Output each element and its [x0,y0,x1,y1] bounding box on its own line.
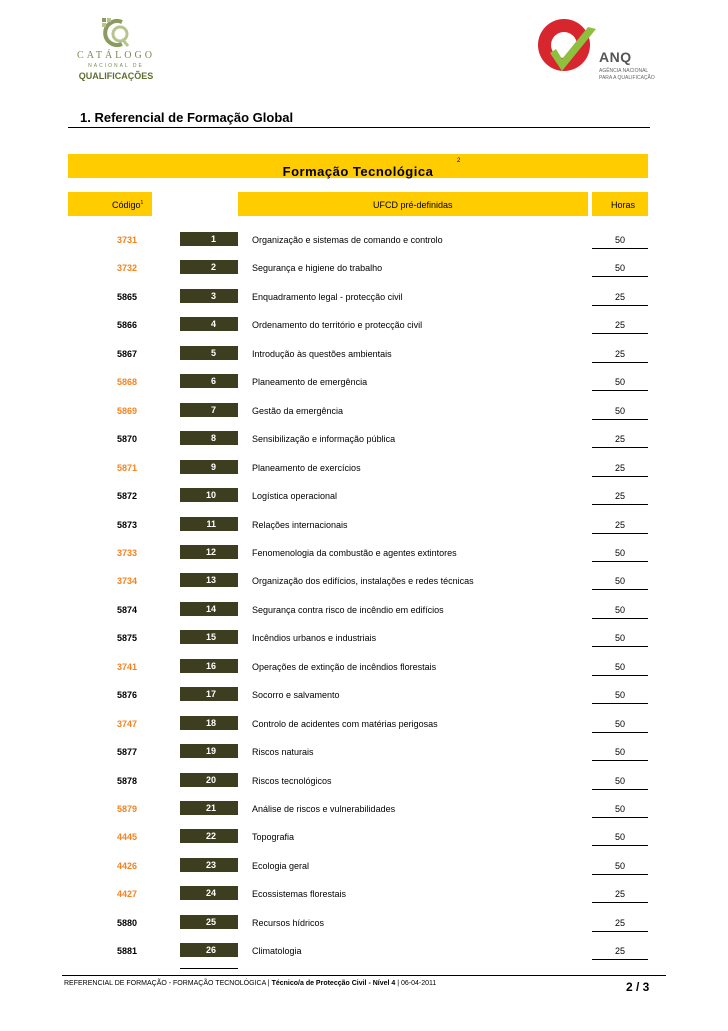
footer-date: | 06-04-2011 [395,980,437,987]
table-row [0,799,728,827]
table-row [0,600,728,628]
hours-underline [592,959,648,960]
ufcd-number: 22 [180,829,238,843]
ufcd-description: Enquadramento legal - protecção civil [252,291,403,302]
hours-underline [592,618,648,619]
ufcd-hours: 50 [614,690,625,701]
hours-underline [592,561,648,562]
table-row [0,372,728,400]
ufcd-code: 5866 [117,320,138,331]
ufcd-code: 5878 [117,775,138,786]
table-row [0,515,728,543]
ufcd-hours: 50 [614,405,625,416]
ufcd-hours: 50 [614,661,625,672]
ufcd-number: 25 [180,915,238,929]
hours-underline [592,419,648,420]
header-ufcd: UFCD pré-definidas [373,200,453,210]
ufcd-hours: 50 [614,633,625,644]
ufcd-description: Introdução às questões ambientais [252,348,392,359]
table-row [0,429,728,457]
ufcd-description: Recursos hídricos [252,917,325,928]
ufcd-code: 5871 [117,462,138,473]
anq-logo-icon [536,15,600,87]
ufcd-description: Ordenamento do território e protecção civil [252,320,423,331]
ufcd-number: 17 [180,687,238,701]
ufcd-number: 15 [180,630,238,644]
hours-underline [592,362,648,363]
table-row [0,258,728,286]
anq-logo [536,15,676,87]
ufcd-description: Organização e sistemas de comando e controlo [252,235,443,245]
ufcd-hours: 50 [614,860,625,871]
table-row [0,344,728,372]
ufcd-code: 4426 [117,860,138,871]
hours-underline [592,476,648,477]
ufcd-number: 20 [180,773,238,787]
ufcd-code: 5872 [117,491,138,502]
table-row [0,771,728,799]
ufcd-code: 5870 [117,434,138,445]
ufcd-hours: 50 [614,718,625,729]
table-row [0,941,728,969]
logo-text-catalogo: CATÁLOGO [77,50,155,61]
ufcd-code: 3731 [117,235,138,245]
ufcd-description: Logística operacional [252,491,338,502]
ufcd-description: Socorro e salvamento [252,690,340,701]
ufcd-number: 8 [180,431,238,445]
hours-underline [592,504,648,505]
ufcd-number: 1 [180,232,238,246]
hours-underline [592,589,648,590]
ufcd-hours: 50 [614,804,625,814]
table-row [0,486,728,514]
cq-logo-icon [96,16,136,52]
logo-text-qualificacoes: QUALIFICAÇÕES [78,71,154,81]
ufcd-code: 5876 [117,690,138,701]
ufcd-number: 11 [180,517,238,531]
header-ufcd-cell [238,192,588,216]
hours-underline [592,533,648,534]
ufcd-description: Controlo de acidentes com matérias perigosas [252,718,438,729]
anq-brand: ANQ [599,49,632,65]
ufcd-description: Climatologia [252,946,302,957]
page-number: 2 / 3 [626,980,650,994]
table-row [0,742,728,770]
anq-subtitle-1: AGÊNCIA NACIONAL [599,68,649,74]
hours-underline [592,760,648,761]
ufcd-description: Segurança contra risco de incêndio em edifícios [252,604,444,615]
ufcd-hours: 50 [614,263,625,274]
ufcd-description: Sensibilização e informação pública [252,434,396,445]
ufcd-number: 7 [180,403,238,417]
table-row [0,287,728,315]
logo-text-nacional: NACIONAL DE [88,63,144,69]
ufcd-description: Organização dos edifícios, instalações e redes técnicas [252,576,474,587]
ufcd-hours: 50 [614,604,625,615]
table-row [0,571,728,599]
ufcd-hours: 25 [614,917,625,928]
ufcd-description: Gestão da emergência [252,405,344,416]
footer-rule [62,975,666,976]
catalogo-logo [76,16,156,84]
ufcd-number: 26 [180,943,238,957]
ufcd-description: Ecologia geral [252,860,310,871]
ufcd-hours: 25 [614,348,625,359]
ufcd-code: 5868 [117,377,138,388]
ufcd-code: 3733 [117,547,138,558]
formacao-band [68,154,648,178]
ufcd-number: 23 [180,858,238,872]
ufcd-code: 5874 [117,604,138,615]
ufcd-hours: 50 [614,832,625,843]
hours-underline [592,276,648,277]
ufcd-hours: 25 [614,291,625,302]
ufcd-hours: 50 [614,576,625,587]
ufcd-code: 5865 [117,291,138,302]
ufcd-number: 16 [180,659,238,673]
hours-underline [592,447,648,448]
band-footnote-mark: 2 [457,158,461,164]
table-row [0,856,728,884]
ufcd-hours: 25 [614,946,625,957]
header-code-note: 1 [140,200,144,206]
ufcd-code: 3747 [117,718,138,729]
table-end-rule [180,968,238,969]
ufcd-number: 2 [180,260,238,274]
table-row [0,628,728,656]
hours-underline [592,845,648,846]
ufcd-number: 13 [180,573,238,587]
header-hours: Horas [611,200,636,210]
ufcd-code: 5881 [117,946,138,957]
ufcd-code: 5869 [117,405,138,416]
hours-underline [592,305,648,306]
footer-text [64,980,436,987]
ufcd-hours: 50 [614,235,625,245]
ufcd-hours: 25 [614,434,625,445]
ufcd-description: Riscos naturais [252,747,314,758]
footer-qualification: Técnico/a de Protecção Civil - Nível 4 [271,980,396,987]
ufcd-code: 5873 [117,519,138,530]
ufcd-number: 19 [180,744,238,758]
ufcd-code: 5877 [117,747,138,758]
anq-subtitle-2: PARA A QUALIFICAÇÃO [599,75,655,81]
table-row [0,401,728,429]
table-row [0,657,728,685]
ufcd-code: 5867 [117,348,138,359]
ufcd-description: Topografia [252,832,295,843]
hours-underline [592,874,648,875]
ufcd-hours: 25 [614,462,625,473]
header-code-cell [68,192,152,216]
hours-underline [592,675,648,676]
ufcd-description: Planeamento de exercícios [252,462,361,473]
table-row [0,458,728,486]
ufcd-number: 12 [180,545,238,559]
section-title: 1. Referencial de Formação Global [80,110,294,125]
ufcd-description: Fenomenologia da combustão e agentes extintores [252,547,457,558]
ufcd-hours: 50 [614,775,625,786]
table-row [0,315,728,343]
header-code [112,200,143,210]
table-row [0,543,728,571]
ufcd-number: 5 [180,346,238,360]
ufcd-description: Planeamento de emergência [252,377,368,388]
ufcd-code: 3741 [117,661,138,672]
hours-underline [592,333,648,334]
ufcd-number: 14 [180,602,238,616]
ufcd-hours: 50 [614,547,625,558]
table-row [0,714,728,742]
ufcd-hours: 25 [614,491,625,502]
ufcd-code: 5879 [117,804,138,814]
ufcd-number: 21 [180,801,238,815]
hours-underline [592,817,648,818]
ufcd-description: Segurança e higiene do trabalho [252,263,383,274]
footer-left: REFERENCIAL DE FORMAÇÃO - FORMAÇÃO TECNOLÓGICA | [64,980,272,987]
ufcd-code: 3734 [117,576,138,587]
band-title: Formação Tecnológica [282,164,434,179]
ufcd-description: Análise de riscos e vulnerabilidades [252,804,396,814]
ufcd-code: 3732 [117,263,138,274]
hours-underline [592,732,648,733]
ufcd-number: 9 [180,460,238,474]
table-row [0,884,728,912]
hours-underline [592,789,648,790]
ufcd-hours: 50 [614,377,625,388]
ufcd-number: 3 [180,289,238,303]
hours-underline [592,646,648,647]
ufcd-description: Operações de extinção de incêndios florestais [252,661,437,672]
table-row [0,827,728,855]
table-row [0,913,728,941]
ufcd-number: 6 [180,374,238,388]
ufcd-code: 5880 [117,917,138,928]
ufcd-hours: 50 [614,747,625,758]
ufcd-hours: 25 [614,320,625,331]
ufcd-hours: 25 [614,889,625,900]
ufcd-description: Relações internacionais [252,519,348,530]
header-hours-cell [592,192,648,216]
ufcd-code: 4445 [117,832,138,843]
ufcd-description: Incêndios urbanos e industriais [252,633,377,644]
ufcd-description: Ecossistemas florestais [252,889,347,900]
header-code-label: Código [112,200,141,210]
table-row [0,685,728,713]
section-rule [68,127,650,128]
hours-underline [592,931,648,932]
ufcd-hours: 25 [614,519,625,530]
table-row [0,230,728,258]
ufcd-code: 5875 [117,633,138,644]
ufcd-description: Riscos tecnológicos [252,775,332,786]
hours-underline [592,902,648,903]
hours-underline [592,703,648,704]
ufcd-number: 4 [180,317,238,331]
ufcd-number: 10 [180,488,238,502]
hours-underline [592,248,648,249]
ufcd-code: 4427 [117,889,138,900]
ufcd-number: 24 [180,886,238,900]
hours-underline [592,390,648,391]
ufcd-number: 18 [180,716,238,730]
